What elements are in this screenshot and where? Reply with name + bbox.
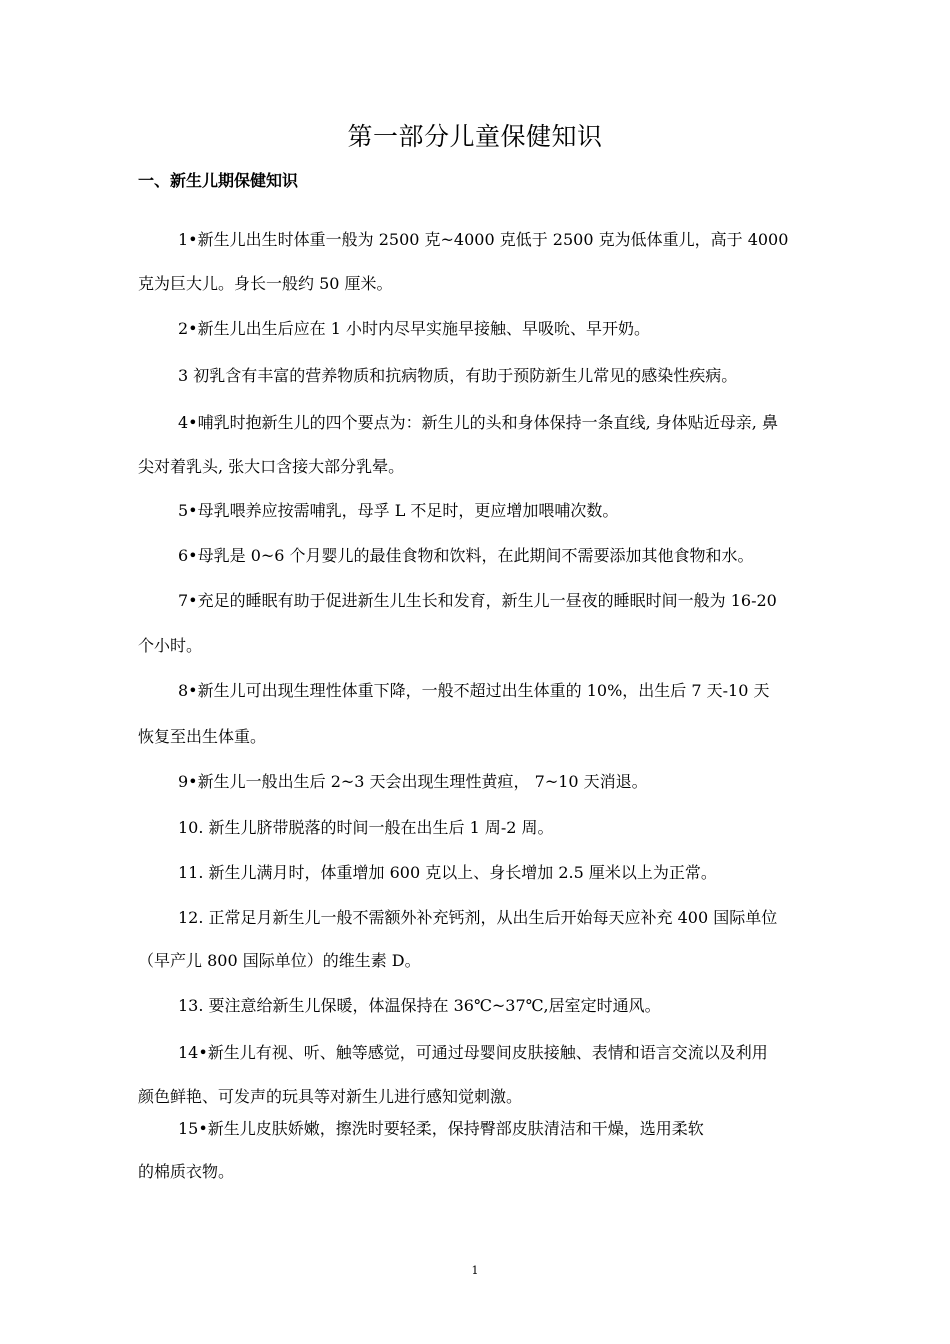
item-9-line-1: 9•新生儿一般出生后 2~3 天会出现生理性黄疸， 7~10 天消退。 (178, 772, 648, 791)
item-14-line-2: 颜色鲜艳、可发声的玩具等对新生儿进行感知觉刺激。 (138, 1087, 523, 1106)
item-8-line-2: 恢复至出生体重。 (138, 727, 267, 746)
item-11-line-1: 11. 新生儿满月时，体重增加 600 克以上、身长增加 2.5 厘米以上为正常。 (178, 863, 717, 882)
item-8-line-1: 8•新生儿可出现生理性体重下降，一般不超过出生体重的 10%，出生后 7 天-10 天 (178, 681, 770, 700)
item-13-line-1: 13. 要注意给新生儿保暖，体温保持在 36℃~37℃,居室定时通风。 (178, 996, 661, 1015)
page-title: 第一部分儿童保健知识 (347, 122, 603, 151)
item-12-line-1: 12. 正常足月新生儿一般不需额外补充钙剂，从出生后开始每天应补充 400 国际单位 (178, 908, 778, 927)
item-7-line-2: 个小时。 (138, 636, 203, 655)
item-15-line-1: 15•新生儿皮肤娇嫩，擦洗时要轻柔，保持臀部皮肤清洁和干燥，选用柔软 (178, 1119, 704, 1138)
item-3-line-1: 3 初乳含有丰富的营养物质和抗病物质，有助于预防新生儿常见的感染性疾病。 (178, 366, 738, 385)
item-14-line-1: 14•新生儿有视、听、触等感觉，可通过母婴间皮肤接触、表情和语言交流以及利用 (178, 1043, 768, 1062)
item-10-line-1: 10. 新生儿脐带脱落的时间一般在出生后 1 周-2 周。 (178, 818, 554, 837)
item-4-line-2: 尖对着乳头, 张大口含接大部分乳晕。 (138, 457, 405, 476)
item-4-line-1: 4•哺乳时抱新生儿的四个要点为：新生儿的头和身体保持一条直线, 身体贴近母亲, 鼻 (178, 413, 778, 432)
item-6-line-1: 6•母乳是 0~6 个月婴儿的最佳食物和饮料，在此期间不需要添加其他食物和水。 (178, 546, 754, 565)
item-2-line-1: 2•新生儿出生后应在 1 小时内尽早实施早接触、早吸吮、早开奶。 (178, 319, 650, 338)
item-12-line-2: （早产儿 800 国际单位）的维生素 D。 (138, 951, 421, 970)
page-number: 1 (471, 1264, 479, 1277)
item-7-line-1: 7•充足的睡眠有助于促进新生儿生长和发育，新生儿一昼夜的睡眠时间一般为 16-20 (178, 591, 777, 610)
item-5-line-1: 5•母乳喂养应按需哺乳，母孚 L 不足时，更应增加喂哺次数。 (178, 501, 619, 520)
item-1-line-1: 1•新生儿出生时体重一般为 2500 克~4000 克低于 2500 克为低体重儿，高于 4000 (178, 230, 789, 249)
item-1-line-2: 克为巨大儿。身长一般约 50 厘米。 (138, 274, 393, 293)
item-15-line-2: 的棉质衣物。 (138, 1162, 235, 1181)
section-heading: 一、新生儿期保健知识 (138, 171, 299, 190)
